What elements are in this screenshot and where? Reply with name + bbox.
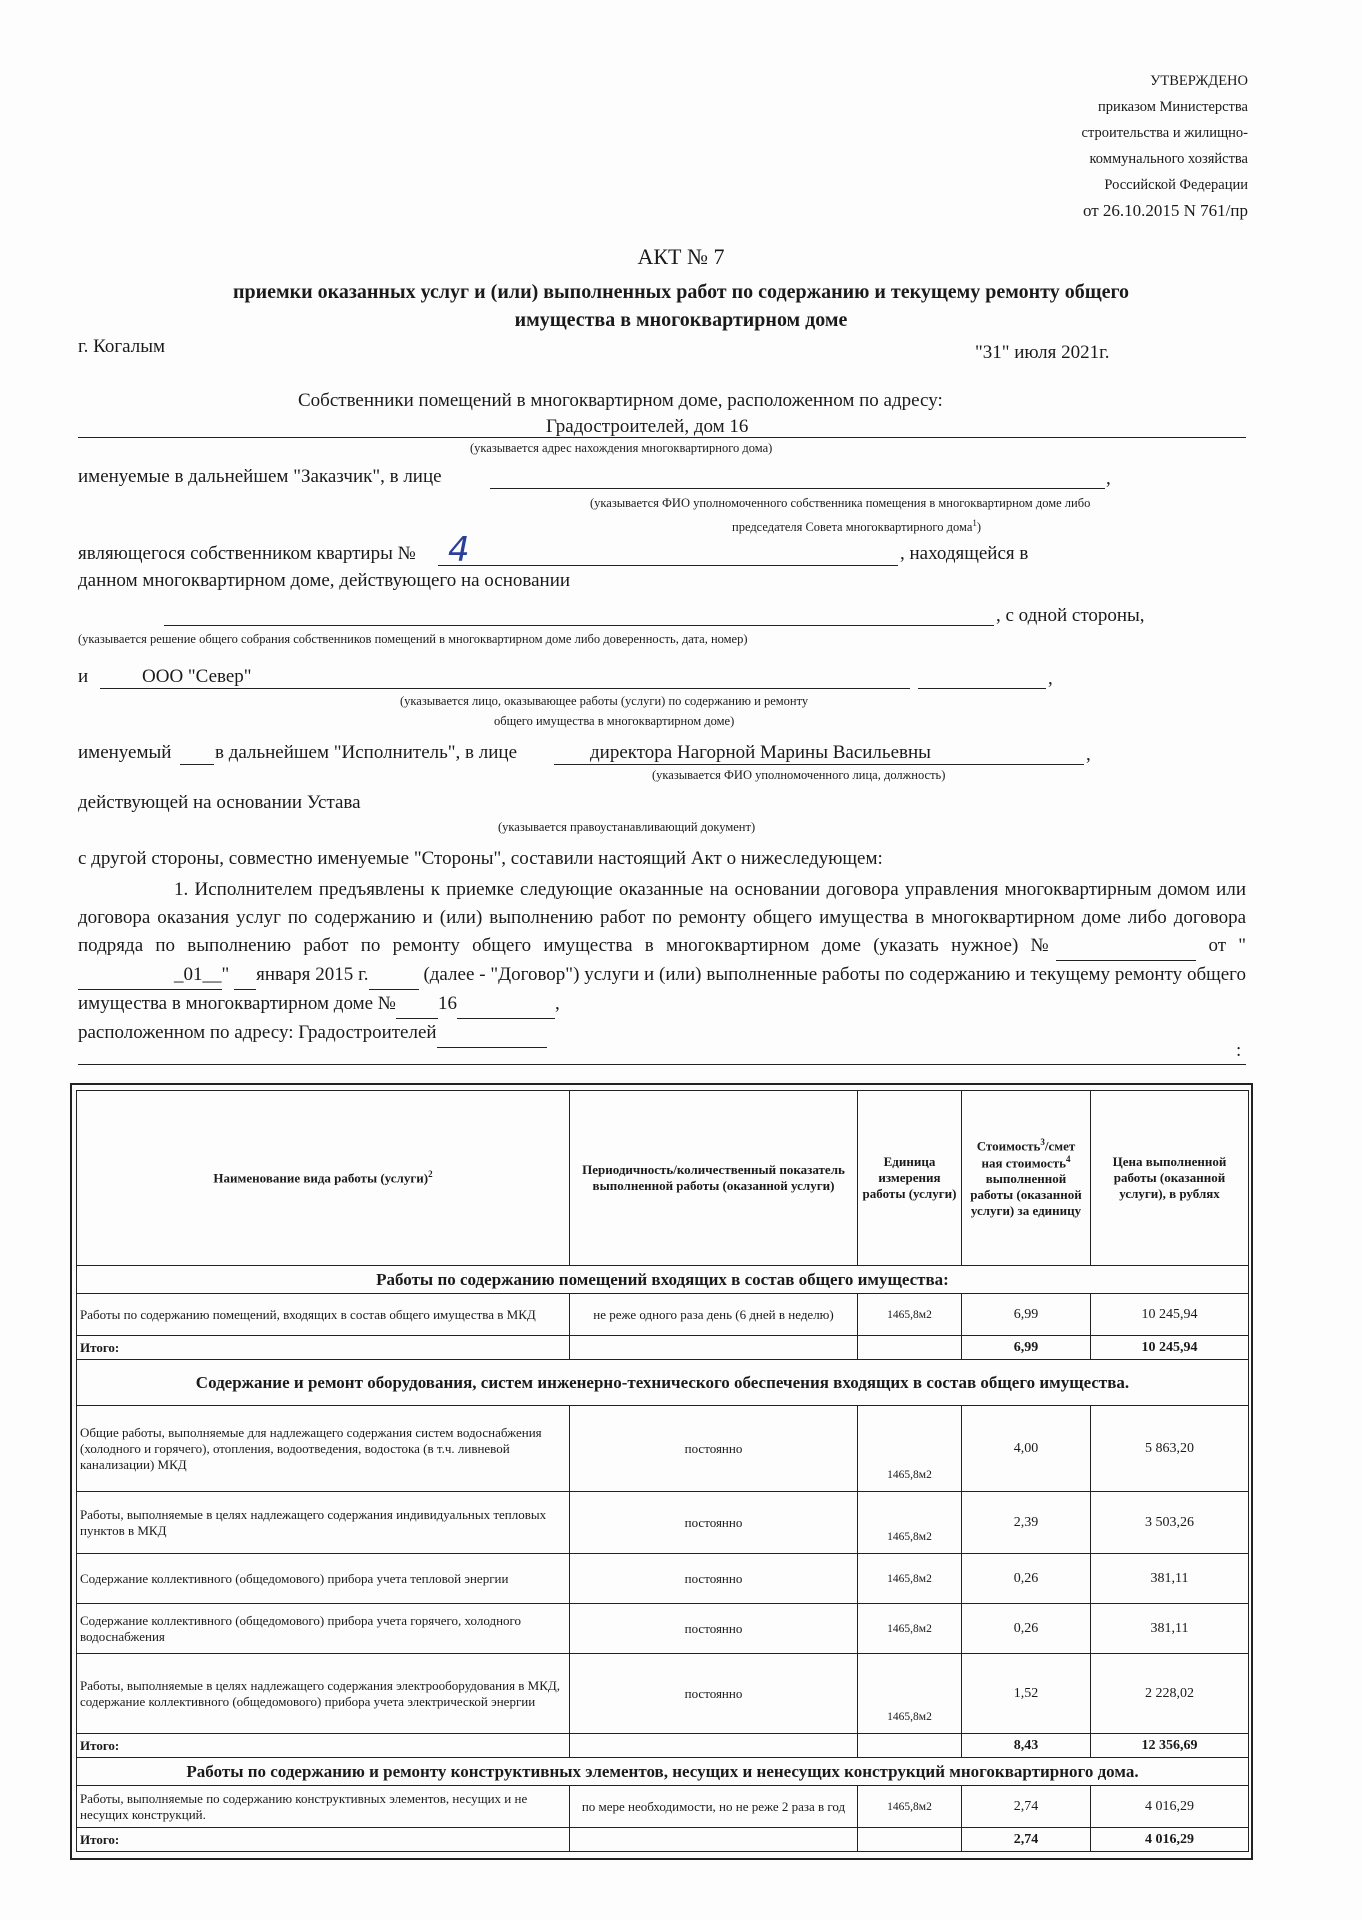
row-price: 5 863,20 (1091, 1406, 1249, 1492)
footnote-mark: 4 (1065, 1154, 1071, 1164)
row-unit: 1465,8м2 (858, 1604, 962, 1654)
clause-1-text-b: (далее - "Договор") услуги и (или) выполненные работы по содержанию и текущему ремонту общего имущества в многоквартирном доме № (78, 964, 1247, 1014)
header-price: Цена выполненной работы (оказанной услуги), в рублях (1091, 1091, 1249, 1266)
executor-text-2: в дальнейшем "Исполнитель", в лице (215, 742, 517, 763)
row-period: постоянно (570, 1604, 858, 1654)
section-row (77, 1758, 1249, 1786)
row-period: постоянно (570, 1406, 858, 1492)
total-label: Итого: (77, 1336, 570, 1360)
approval-line: строительства и жилищно- (1081, 125, 1248, 141)
row-unit: 1465,8м2 (858, 1654, 962, 1734)
empty-cell (858, 1734, 962, 1758)
table-row (77, 1294, 1249, 1336)
header-cost-b: /смет ная стоимость (981, 1138, 1076, 1171)
customer-hint-2-end: ) (976, 520, 982, 535)
empty-cell (858, 1828, 962, 1852)
table-header-row (77, 1091, 1249, 1266)
address-blank (437, 1019, 547, 1048)
customer-hint-1: (указывается ФИО уполномоченного собственника помещения в многоквартирном доме либо (590, 496, 1091, 510)
footnote-mark: 2 (428, 1169, 433, 1180)
row-name: Работы, выполняемые в целях надлежащего содержания индивидуальных тепловых пунктов в МКД (77, 1492, 570, 1554)
contractor-hint-1: (указывается лицо, оказывающее работы (услуги) по содержанию и ремонту (400, 694, 809, 708)
address-line (78, 437, 1246, 438)
table-row (77, 1492, 1249, 1554)
comma: , (1106, 468, 1111, 489)
address-hint: (указывается адрес нахождения многоквартирного дома) (470, 441, 773, 455)
clause-1-month: января 2015 г. (256, 964, 369, 985)
clause-end-line (78, 1064, 1246, 1065)
empty-cell (570, 1734, 858, 1758)
services-table (76, 1090, 1249, 1852)
act-subtitle-line2: имущества в многоквартирном доме (514, 309, 848, 331)
header-name (77, 1091, 570, 1266)
row-price: 381,11 (1091, 1604, 1249, 1654)
total-cost: 2,74 (962, 1828, 1091, 1852)
table-row (77, 1654, 1249, 1734)
row-cost: 6,99 (962, 1294, 1091, 1336)
apartment-text: являющегося собственником квартиры № (78, 543, 416, 564)
executor-text-1: именуемый (78, 742, 172, 763)
row-unit: 1465,8м2 (858, 1406, 962, 1492)
located-text: , находящейся в (900, 543, 1029, 564)
customer-hint-2-text: председателя Совета многоквартирного дома (732, 520, 973, 535)
approval-line: Российской Федерации (1104, 177, 1248, 193)
customer-line (490, 488, 1105, 489)
contractor-line-2 (918, 688, 1046, 689)
total-row (77, 1734, 1249, 1758)
header-periodicity: Периодичность/количественный показатель выполненной работы (оказанной услуги) (570, 1091, 858, 1266)
total-cost: 8,43 (962, 1734, 1091, 1758)
row-unit: 1465,8м2 (858, 1492, 962, 1554)
act-subtitle (120, 278, 1242, 334)
total-price: 12 356,69 (1091, 1734, 1249, 1758)
total-price: 4 016,29 (1091, 1828, 1249, 1852)
row-price: 10 245,94 (1091, 1294, 1249, 1336)
address-value: Градостроителей, дом 16 (546, 416, 749, 437)
row-price: 381,11 (1091, 1554, 1249, 1604)
section-row (77, 1266, 1249, 1294)
row-period: не реже одного раза день (6 дней в неделю) (570, 1294, 858, 1336)
row-name: Работы, выполняемые в целях надлежащего содержания электрооборудования в МКД, содержание коллективного (общедомового) прибора учета электрической энергии (77, 1654, 570, 1734)
contractor-hint-2: общего имущества в многоквартирном доме) (494, 714, 735, 728)
approval-line: коммунального хозяйства (1089, 151, 1248, 167)
row-cost: 0,26 (962, 1554, 1091, 1604)
header-cost-c: выполненной работы (оказанной услуги) за единицу (970, 1171, 1082, 1219)
other-side-text: с другой стороны, совместно именуемые "Стороны", составили настоящий Акт о нижеследующем: (78, 848, 883, 869)
total-cost: 6,99 (962, 1336, 1091, 1360)
total-row (77, 1336, 1249, 1360)
table-row (77, 1554, 1249, 1604)
comma: , (1048, 668, 1053, 689)
row-period: постоянно (570, 1654, 858, 1734)
customer-hint-2 (732, 518, 981, 535)
customer-text: именуемые в дальнейшем "Заказчик", в лице (78, 466, 442, 487)
act-date: "31" июля 2021г. (975, 342, 1110, 363)
row-unit: 1465,8м2 (858, 1786, 962, 1828)
row-period: постоянно (570, 1554, 858, 1604)
empty-cell (570, 1828, 858, 1852)
acting-text: действующей на основании Устава (78, 792, 361, 813)
row-name: Содержание коллективного (общедомового) прибора учета горячего, холодного водоснабжения (77, 1604, 570, 1654)
clause-1-from: от " (1208, 935, 1247, 956)
row-name: Содержание коллективного (общедомового) прибора учета тепловой энергии (77, 1554, 570, 1604)
total-row (77, 1828, 1249, 1852)
apartment-line (438, 565, 898, 566)
row-cost: 4,00 (962, 1406, 1091, 1492)
row-unit: 1465,8м2 (858, 1294, 962, 1336)
owners-intro: Собственники помещений в многоквартирном доме, расположенном по адресу: (298, 390, 943, 411)
contractor-line (100, 688, 910, 689)
house-blank (396, 990, 438, 1019)
approval-line: от 26.10.2015 N 761/пр (1082, 201, 1248, 220)
row-price: 4 016,29 (1091, 1786, 1249, 1828)
clause-1-text-a: 1. Исполнителем предъявлены к приемке следующие оказанные на основании договора управления многоквартирным домом или договора оказания услуг по содержанию и (или) выполнению работ по ремонту общего имущества в многоквартирном доме либо договора подряда по выполнению работ по ремонту общего имущества в многоквартирном доме (указать нужное) № (78, 879, 1246, 956)
executor-person: директора Нагорной Марины Васильевны (590, 742, 931, 763)
header-cost-a: Стоимость (976, 1138, 1041, 1153)
total-label: Итого: (77, 1828, 570, 1852)
row-unit: 1465,8м2 (858, 1554, 962, 1604)
row-price: 3 503,26 (1091, 1492, 1249, 1554)
month-blank (234, 961, 256, 990)
footnote-mark: 1 (972, 518, 977, 528)
and-text: и (78, 666, 89, 687)
contract-number-blank (1056, 932, 1196, 961)
executor-line (554, 764, 1084, 765)
one-side-text: , с одной стороны, (996, 605, 1145, 626)
apartment-number-handwritten: 4 (448, 530, 470, 570)
header-name-text: Наименование вида работы (услуги) (213, 1170, 429, 1186)
row-name: Общие работы, выполняемые для надлежащего содержания систем водоснабжения (холодного и горячего), отопления, водоотведения, водостока (в т.ч. ливневой канализации) МКД (77, 1406, 570, 1492)
act-title: АКТ № 7 (637, 244, 725, 269)
basis-text: данном многоквартирном доме, действующего на основании (78, 570, 571, 591)
row-name: Работы, выполняемые по содержанию конструктивных элементов, несущих и не несущих конструкций. (77, 1786, 570, 1828)
empty-cell (858, 1336, 962, 1360)
clause-1-text-c: расположенном по адресу: Градостроителей (78, 1022, 437, 1043)
approval-line: УТВЕРЖДЕНО (1150, 73, 1248, 89)
header-cost (962, 1091, 1091, 1266)
contractor-name: ООО "Север" (142, 666, 252, 687)
section-title: Работы по содержанию помещений входящих в состав общего имущества: (77, 1266, 1249, 1294)
table-row (77, 1406, 1249, 1492)
table-row (77, 1604, 1249, 1654)
row-cost: 2,39 (962, 1492, 1091, 1554)
city: г. Когалым (78, 336, 166, 357)
colon: : (1236, 1040, 1242, 1061)
row-name: Работы по содержанию помещений, входящих в состав общего имущества в МКД (77, 1294, 570, 1336)
clause-1: 1. Исполнителем предъявлены к приемке следующие оказанные на основании договора управления многоквартирным домом или договора оказания услуг по содержанию и (или) выполнению работ по ремонту общего имущества в многоквартирном доме либо договора подряда по выполнению работ по ремонту общего имущества в многоквартирном доме (указать нужное) № от "_01__" января 2015 г. (далее - "Договор") услуги и (или) выполненные работы по содержанию и текущему ремонту общего имущества в многоквартирном доме № 16 , расположенном по адресу: Градостроителей (78, 876, 1246, 1048)
acting-hint: (указывается правоустанавливающий документ) (498, 820, 756, 834)
contract-day-value: 01 (183, 964, 203, 985)
total-label: Итого: (77, 1734, 570, 1758)
basis-line (164, 625, 994, 626)
row-price: 2 228,02 (1091, 1654, 1249, 1734)
row-cost: 2,74 (962, 1786, 1091, 1828)
row-period: по мере необходимости, но не реже 2 раза в год (570, 1786, 858, 1828)
approval-line: приказом Министерства (1098, 99, 1248, 115)
executor-hint: (указывается ФИО уполномоченного лица, должность) (652, 768, 946, 782)
year-blank (369, 961, 419, 990)
footnote-mark: 3 (1040, 1136, 1045, 1147)
row-cost: 1,52 (962, 1654, 1091, 1734)
section-title: Работы по содержанию и ремонту конструктивных элементов, несущих и ненесущих конструкций многоквартирного дома. (77, 1758, 1249, 1786)
house-blank-2 (457, 990, 555, 1019)
act-subtitle-line1: приемки оказанных услуг и (или) выполненных работ по содержанию и текущему ремонту общего (232, 281, 1130, 303)
section-row (77, 1360, 1249, 1406)
section-title: Содержание и ремонт оборудования, систем инженерно-технического обеспечения входящих в состав общего имущества. (77, 1360, 1249, 1406)
total-price: 10 245,94 (1091, 1336, 1249, 1360)
approval-block (1020, 68, 1248, 224)
table-row (77, 1786, 1249, 1828)
comma: , (1086, 744, 1091, 765)
empty-cell (570, 1336, 858, 1360)
executor-blank (180, 764, 214, 765)
header-unit: Единица измерения работы (услуги) (858, 1091, 962, 1266)
contract-day: _01__ (78, 961, 222, 990)
row-cost: 0,26 (962, 1604, 1091, 1654)
basis-hint: (указывается решение общего собрания собственников помещений в многоквартирном доме либо доверенность, дата, номер) (78, 632, 748, 646)
house-number: 16 (437, 993, 457, 1014)
row-period: постоянно (570, 1492, 858, 1554)
